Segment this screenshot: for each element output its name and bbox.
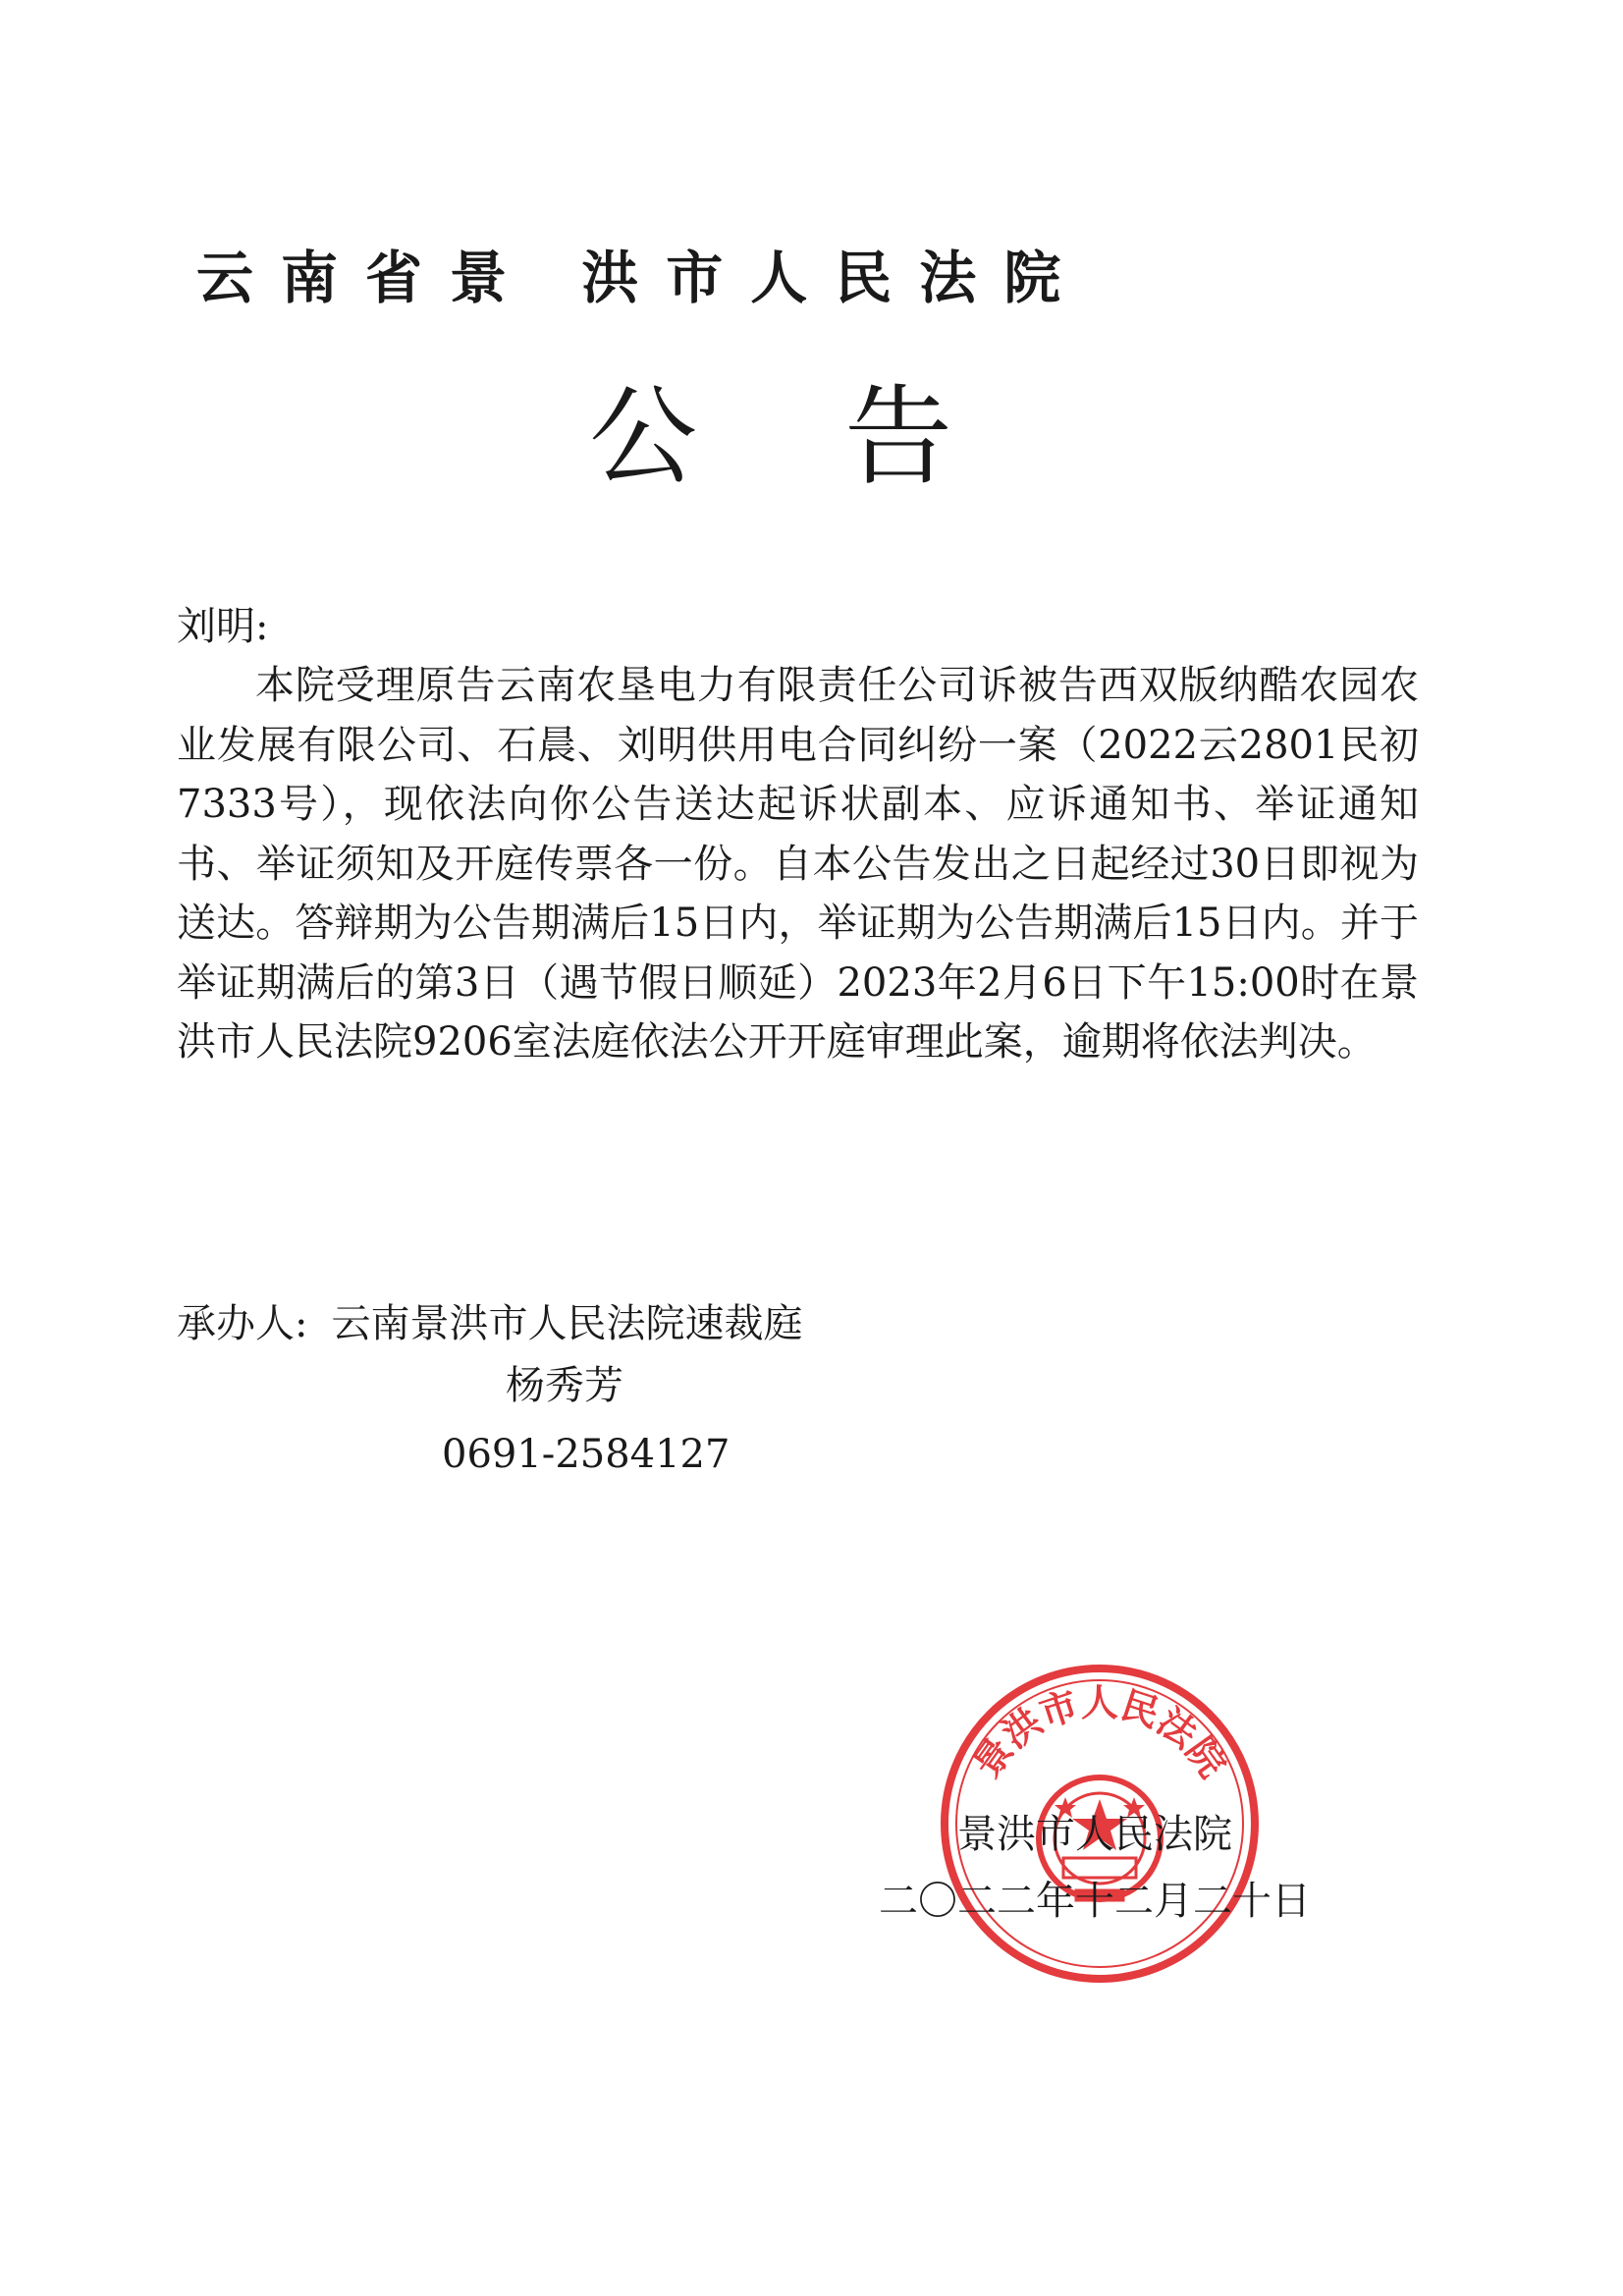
notice-body: 本院受理原告云南农垦电力有限责任公司诉被告西双版纳酷农园农业发展有限公司、石晨、刘明供用电合同纠纷一案（2022云2801民初7333号），现依法向你公告送达起诉状副本、应诉通知书、举证通知书、举证须知及开庭传票各一份。自本公告发出之日起经过30日即视为送达。答辩期为公告期满后15日内，举证期为公告期满后15日内。并于举证期满后的第3日（遇节假日顺延）2023年2月6日下午15:00时在景洪市人民法院9206室法庭依法公开开庭审理此案，逾期将依法判决。 — [177, 663, 1419, 1065]
handler-department: 云南景洪市人民法院速裁庭 — [331, 1301, 803, 1346]
handler-phone: 0691-2584127 — [442, 1432, 730, 1477]
addressee: 刘明: — [177, 604, 269, 649]
issuer-name: 景洪市人民法院 — [957, 1812, 1232, 1857]
handler-name: 杨秀芳 — [506, 1363, 623, 1408]
handler-row — [177, 1296, 802, 1351]
court-name-heading: 云南省景 洪市人民法院 — [196, 245, 1089, 311]
seal-text: 景洪市人民法院 — [963, 1680, 1236, 1785]
issue-date: 二〇二二年十二月二十日 — [879, 1879, 1311, 1924]
handler-label: 承办人: — [177, 1301, 308, 1346]
notice-title: 公告 — [589, 374, 1100, 500]
